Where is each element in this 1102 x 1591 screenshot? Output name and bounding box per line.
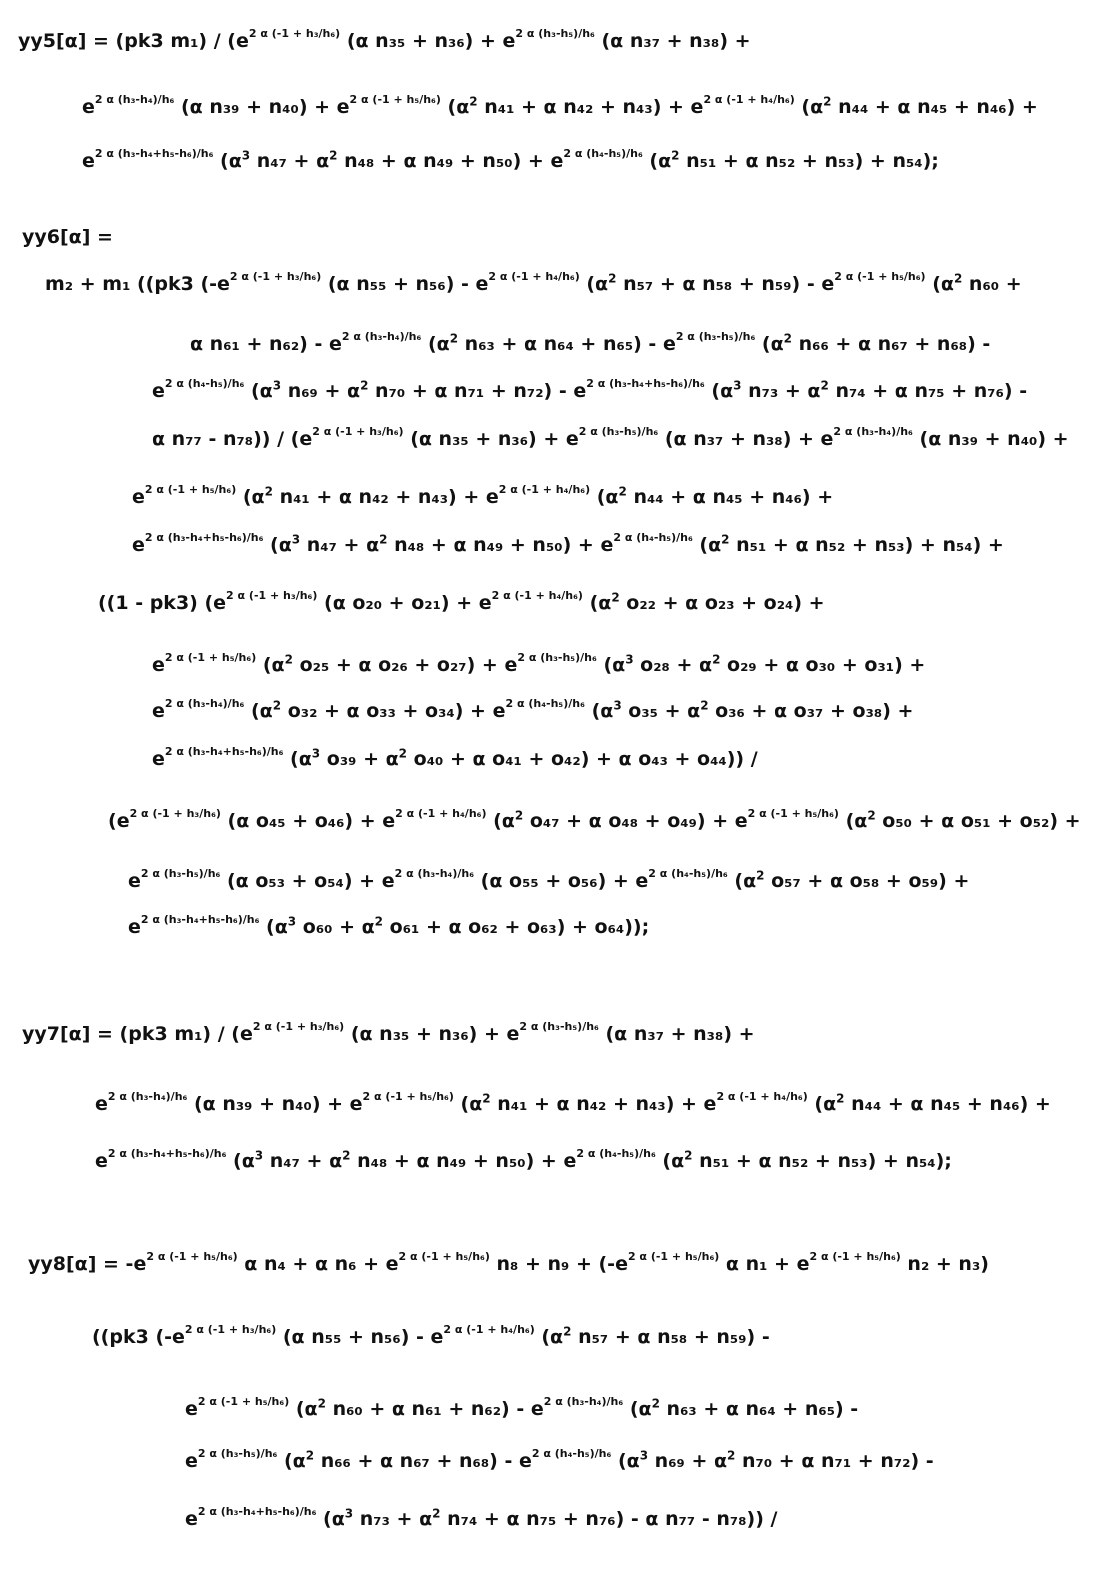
yy6-line-13: $e^{2 \alpha (h_3-h_5)/h_6}$ (α $o_{53} + o_{54}) + e^{2 \alpha (h_3-h_4)/h_6}$ (α $o_{55} + o_{56}) + e^{2 \alpha (h_4-h_5)/h_6}$ ($\alpha^2$ o₅₇ + α o₅₈ + o₅₉) + (128, 867, 970, 892)
yy8-line-1: $yy8[\alpha] = -e^{2 \alpha (-1 + h_5/h_6)}$ α n₄ + α $n_6 + e^{2 \alpha (-1 + h_5/h_6)}$ $n_8 + n_9 + (-e^{2 \alpha (-1 + h_5/h_6)}$ α $n_1 + e^{2 \alpha (-1 + h_5/h_6)}$ n₂ + n₃) (28, 1250, 989, 1275)
yy6-line-9: $e^{2 \alpha (-1 + h_5/h_6)}$ ($\alpha^2$ o₂₅ + α $o_{26} + o_{27}) + e^{2 \alpha (h_3-h_5)/h_6}$ ($\alpha^3$ $o_{28} + \alpha^2$ o₂₉ + α o₃₀ + o₃₁) + (152, 651, 926, 676)
yy6-line-5: α $n_{77} - n_{78})) / (e^{2 \alpha (-1 + h_3/h_6)}$ (α $n_{35} + n_{36}) + e^{2 \alpha (h_3-h_5)/h_6}$ (α $n_{37} + n_{38}) + e^{2 \alpha (h_3-h_4)/h_6}$ (α n₃₉ + n₄₀) + (152, 425, 1069, 450)
yy6-line-10: $e^{2 \alpha (h_3-h_4)/h_6}$ ($\alpha^2$ o₃₂ + α $o_{33} + o_{34}) + e^{2 \alpha (h_4-h_5)/h_6}$ ($\alpha^3$ $o_{35} + \alpha^2$ o₃₆ + α o₃₇ + o₃₈) + (152, 697, 914, 722)
yy6-line-8: ((1 - pk3) ($e^{2 \alpha (-1 + h_3/h_6)}$ (α $o_{20} + o_{21}) + e^{2 \alpha (-1 + h_4/h_6)}$ ($\alpha^2$ o₂₂ + α o₂₃ + o₂₄) + (98, 589, 825, 614)
yy8-line-4: $e^{2 \alpha (h_3-h_5)/h_6}$ ($\alpha^2$ n₆₆ + α $n_{67} + n_{68}) - e^{2 \alpha (h_4-h_5)/h_6}$ ($\alpha^3$ $n_{69} + \alpha^2$ n₇₀ + α n₇₁ + n₇₂) - (185, 1447, 934, 1472)
yy5-line-2: $e^{2 \alpha (h_3-h_4)/h_6}$ (α $n_{39} + n_{40}) + e^{2 \alpha (-1 + h_5/h_6)}$ ($\alpha^2$ n₄₁ + α $n_{42} + n_{43}) + e^{2 \alpha (-1 + h_4/h_6)}$ ($\alpha^2$ n₄₄ + α n₄₅ + n₄₆) + (82, 93, 1038, 118)
yy6-line-3: α $n_{61} + n_{62}) - e^{2 \alpha (h_3-h_4)/h_6}$ ($\alpha^2$ n₆₃ + α $n_{64} + n_{65}) - e^{2 \alpha (h_3-h_5)/h_6}$ ($\alpha^2$ n₆₆ + α n₆₇ + n₆₈) - (190, 330, 991, 355)
yy5-line-3: $e^{2 \alpha (h_3-h_4+h_5-h_6)/h_6}$ ($\alpha^3$ $n_{47} + \alpha^2$ n₄₈ + α $n_{49} + n_{50}) + e^{2 \alpha (h_4-h_5)/h_6}$ ($\alpha^2$ n₅₁ + α n₅₂ + n₅₃) + n₅₄); (82, 147, 939, 172)
yy6-line-4: $e^{2 \alpha (h_4-h_5)/h_6}$ ($\alpha^3$ $n_{69} + \alpha^2$ n₇₀ + α $n_{71} + n_{72}) - e^{2 \alpha (h_3-h_4+h_5-h_6)/h_6}$ ($\alpha^3$ $n_{73} + \alpha^2$ n₇₄ + α n₇₅ + n₇₆) - (152, 377, 1028, 402)
yy6-line-2: m₂ + m₁ ((pk3 ($-e^{2 \alpha (-1 + h_3/h_6)}$ (α $n_{55} + n_{56}) - e^{2 \alpha (-1 + h_4/h_6)}$ ($\alpha^2$ n₅₇ + α $n_{58} + n_{59}) - e^{2 \alpha (-1 + h_5/h_6)}$ ($\alpha^2$ n₆₀ + (45, 270, 1022, 295)
yy8-line-3: $e^{2 \alpha (-1 + h_5/h_6)}$ ($\alpha^2$ n₆₀ + α $n_{61} + n_{62}) - e^{2 \alpha (h_3-h_4)/h_6}$ ($\alpha^2$ n₆₃ + α n₆₄ + n₆₅) - (185, 1395, 859, 1420)
yy6-line-11: $e^{2 \alpha (h_3-h_4+h_5-h_6)/h_6}$ ($\alpha^3$ $o_{39} + \alpha^2$ o₄₀ + α o₄₁ + o₄₂) + α o₄₃ + o₄₄)) / (152, 745, 758, 770)
yy7-line-1: yy7[α] = (pk3 $m_1) / (e^{2 \alpha (-1 + h_3/h_6)}$ (α $n_{35} + n_{36}) + e^{2 \alpha (h_3-h_5)/h_6}$ (α n₃₇ + n₃₈) + (22, 1020, 755, 1045)
yy6-line-1: yy6[α] = (22, 226, 113, 248)
yy7-line-2: $e^{2 \alpha (h_3-h_4)/h_6}$ (α $n_{39} + n_{40}) + e^{2 \alpha (-1 + h_5/h_6)}$ ($\alpha^2$ n₄₁ + α $n_{42} + n_{43}) + e^{2 \alpha (-1 + h_4/h_6)}$ ($\alpha^2$ n₄₄ + α n₄₅ + n₄₆) + (95, 1090, 1051, 1115)
yy7-line-3: $e^{2 \alpha (h_3-h_4+h_5-h_6)/h_6}$ ($\alpha^3$ $n_{47} + \alpha^2$ n₄₈ + α $n_{49} + n_{50}) + e^{2 \alpha (h_4-h_5)/h_6}$ ($\alpha^2$ n₅₁ + α n₅₂ + n₅₃) + n₅₄); (95, 1147, 952, 1172)
yy8-line-2: ((pk3 ($-e^{2 \alpha (-1 + h_3/h_6)}$ (α $n_{55} + n_{56}) - e^{2 \alpha (-1 + h_4/h_6)}$ ($\alpha^2$ n₅₇ + α n₅₈ + n₅₉) - (92, 1323, 770, 1348)
yy6-line-12: ($e^{2 \alpha (-1 + h_3/h_6)}$ (α $o_{45} + o_{46}) + e^{2 \alpha (-1 + h_4/h_6)}$ ($\alpha^2$ o₄₇ + α $o_{48} + o_{49}) + e^{2 \alpha (-1 + h_5/h_6)}$ ($\alpha^2$ o₅₀ + α o₅₁ + o₅₂) + (108, 807, 1081, 832)
yy6-line-7: $e^{2 \alpha (h_3-h_4+h_5-h_6)/h_6}$ ($\alpha^3$ $n_{47} + \alpha^2$ n₄₈ + α $n_{49} + n_{50}) + e^{2 \alpha (h_4-h_5)/h_6}$ ($\alpha^2$ n₅₁ + α n₅₂ + n₅₃) + n₅₄) + (132, 531, 1004, 556)
yy5-line-1: yy5[α] = (pk3 $m_1) / (e^{2 \alpha (-1 + h_3/h_6)}$ (α $n_{35} + n_{36}) + e^{2 \alpha (h_3-h_5)/h_6}$ (α n₃₇ + n₃₈) + (18, 27, 751, 52)
yy6-line-6: $e^{2 \alpha (-1 + h_5/h_6)}$ ($\alpha^2$ n₄₁ + α $n_{42} + n_{43}) + e^{2 \alpha (-1 + h_4/h_6)}$ ($\alpha^2$ n₄₄ + α n₄₅ + n₄₆) + (132, 483, 834, 508)
yy8-line-5: $e^{2 \alpha (h_3-h_4+h_5-h_6)/h_6}$ ($\alpha^3$ $n_{73} + \alpha^2$ n₇₄ + α n₇₅ + n₇₆) - α n₇₇ - n₇₈)) / (185, 1505, 778, 1530)
yy6-line-14: $e^{2 \alpha (h_3-h_4+h_5-h_6)/h_6}$ ($\alpha^3$ $o_{60} + \alpha^2$ o₆₁ + α o₆₂ + o₆₃) + o₆₄)); (128, 913, 650, 938)
